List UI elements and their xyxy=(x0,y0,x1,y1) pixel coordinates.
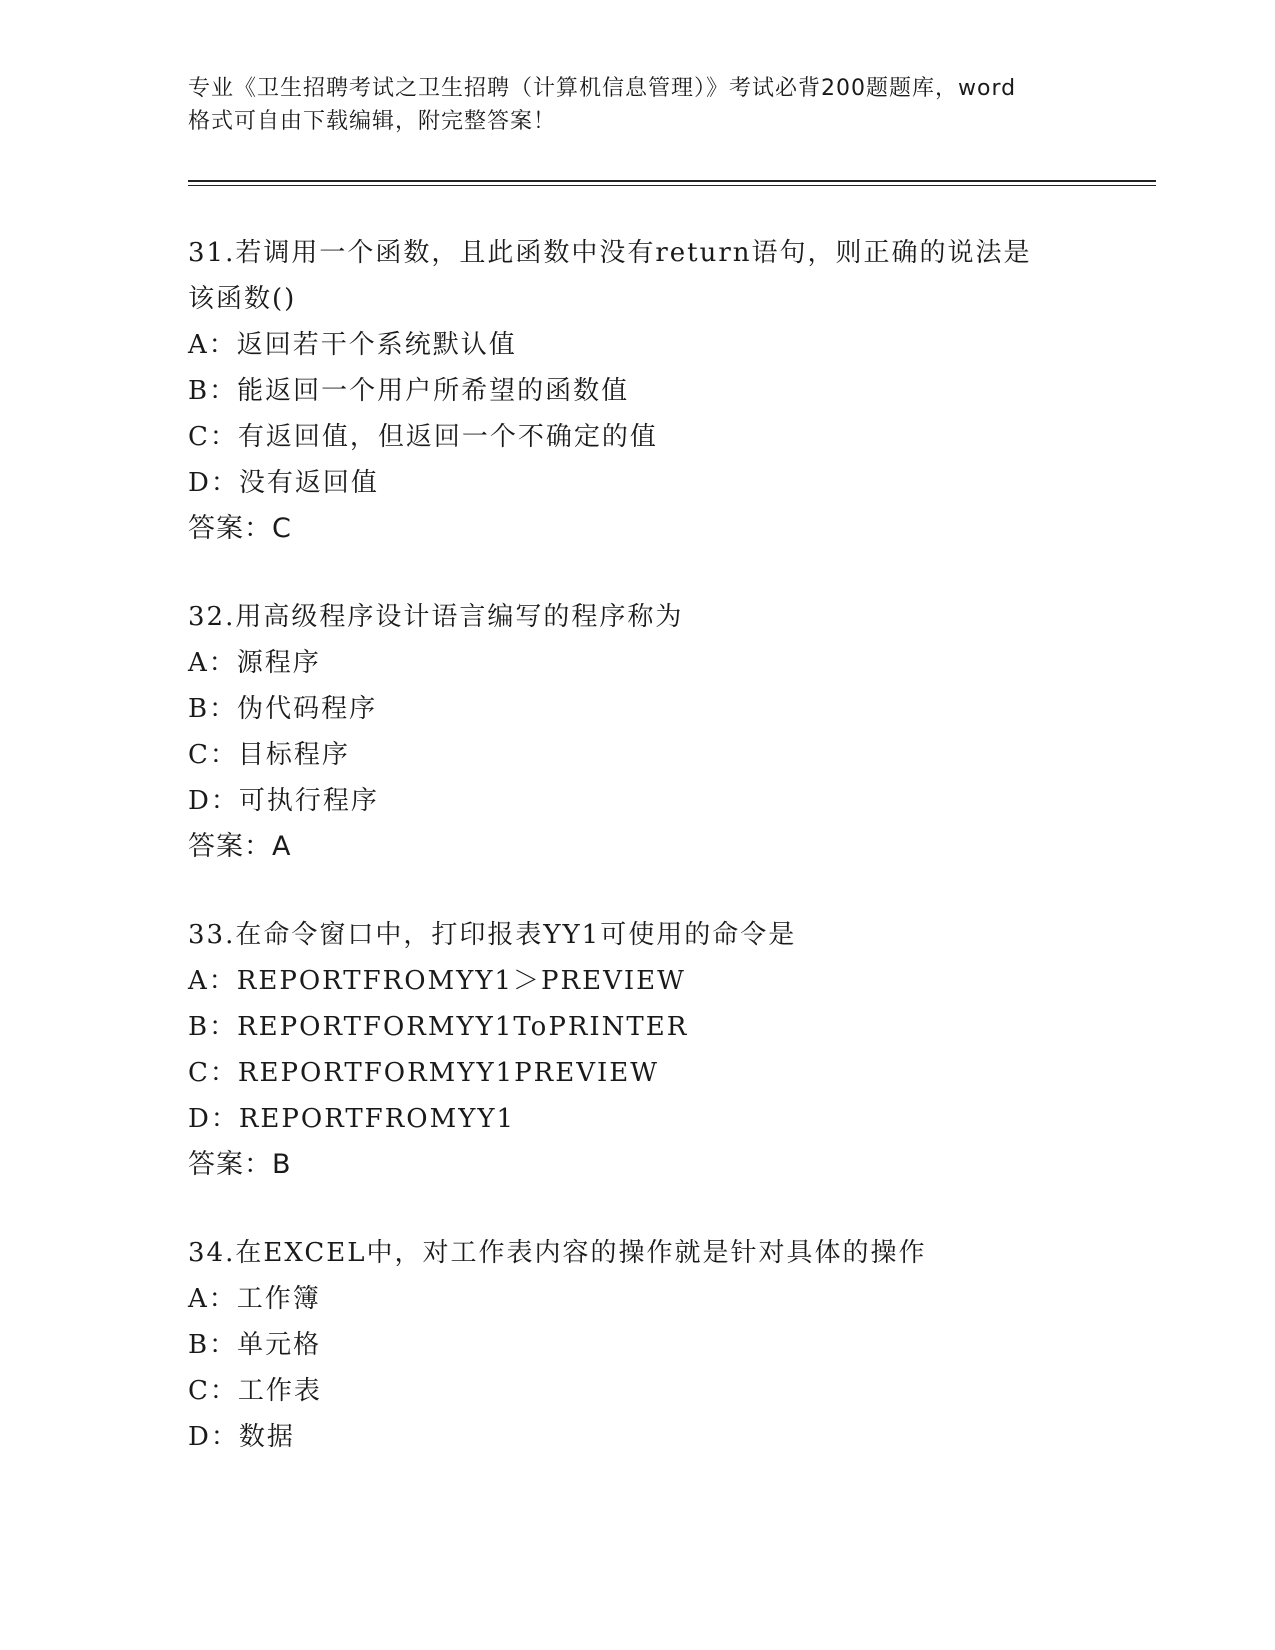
option-c: C：有返回值，但返回一个不确定的值 xyxy=(188,422,658,452)
question-list xyxy=(188,230,1088,1502)
question-stem: 31.若调用一个函数，且此函数中没有return语句，则正确的说法是 xyxy=(188,238,1032,268)
question-stem-continued: 该函数() xyxy=(188,284,297,314)
option-d: D：REPORTFROMYY1 xyxy=(188,1104,516,1134)
question-32 xyxy=(188,594,1088,870)
question-34 xyxy=(188,1230,1088,1460)
option-a: A：返回若干个系统默认值 xyxy=(188,330,517,360)
answer-line: 答案：A xyxy=(188,831,292,862)
option-b: B：单元格 xyxy=(188,1330,322,1360)
header-divider-thick xyxy=(188,180,1156,182)
option-a: A：REPORTFROMYY1＞PREVIEW xyxy=(188,966,686,996)
document-header xyxy=(188,72,1088,138)
question-stem: 34.在EXCEL中，对工作表内容的操作就是针对具体的操作 xyxy=(188,1238,927,1268)
option-c: C：目标程序 xyxy=(188,740,350,770)
question-33 xyxy=(188,912,1088,1188)
answer-line: 答案：B xyxy=(188,1149,292,1180)
option-d: D：可执行程序 xyxy=(188,786,379,816)
option-a: A：源程序 xyxy=(188,648,321,678)
option-d: D：数据 xyxy=(188,1422,295,1452)
header-divider-thin xyxy=(188,185,1156,186)
question-31 xyxy=(188,230,1088,552)
answer-line: 答案：C xyxy=(188,513,292,544)
option-c: C：REPORTFORMYY1PREVIEW xyxy=(188,1058,659,1088)
option-b: B：能返回一个用户所希望的函数值 xyxy=(188,376,630,406)
question-stem: 32.用高级程序设计语言编写的程序称为 xyxy=(188,602,684,632)
header-line-1: 专业《卫生招聘考试之卫生招聘（计算机信息管理）》考试必背200题题库，word xyxy=(188,76,1017,101)
option-a: A：工作簿 xyxy=(188,1284,321,1314)
question-stem: 33.在命令窗口中，打印报表YY1可使用的命令是 xyxy=(188,920,797,950)
option-b: B：伪代码程序 xyxy=(188,694,378,724)
option-d: D：没有返回值 xyxy=(188,468,379,498)
option-c: C：工作表 xyxy=(188,1376,322,1406)
header-line-2: 格式可自由下载编辑，附完整答案！ xyxy=(188,109,557,134)
option-b: B：REPORTFORMYY1ToPRINTER xyxy=(188,1012,689,1042)
